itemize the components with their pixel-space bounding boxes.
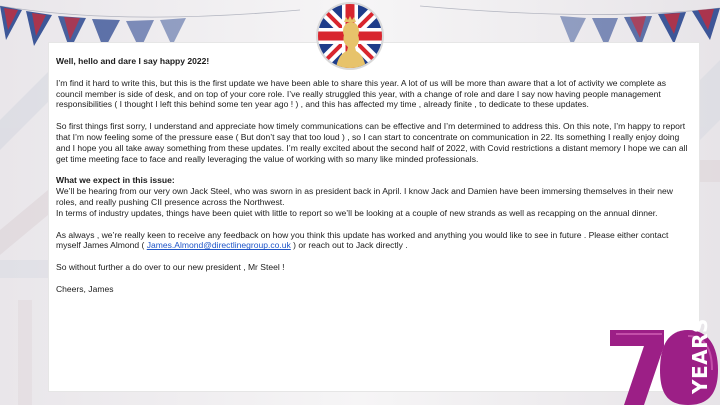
paragraph-handover: So without further a do over to our new president , Mr Steel ! [56, 262, 285, 273]
feedback-text-before: As always , we’re really keen to receive any feedback on how you think this update has worked and anything you would like to see in future . Please either contact myself James Almond ( [56, 229, 669, 251]
greeting: Well, hello and dare I say happy 2022! [56, 56, 210, 66]
paragraph-intro: I’m find it hard to write this, but this is the first update we have been able to share this year. A lot of us will be more than aware that a lot of activity we complete as council member is side of desk, and on top of your core role. I’ve really struggled this year, with a change of role and dare I say now having people management responsibilities ( I thought I left this behind some ten year ago ! ) , and this has affected my time , already finite , to dedicate to these updates. [56, 77, 666, 110]
paragraph-feedback [56, 230, 694, 252]
feedback-text-after: ) or reach out to Jack directly . [290, 240, 408, 251]
issue-industry: In terms of industry updates, things have been quiet with little to report so we’ll be looking at a couple of new strands as well as recapping on the annual dinner. [56, 207, 658, 218]
email-link[interactable]: James.Almond@directlinegroup.co.uk [146, 240, 291, 251]
issue-heading: What we expect in this issue: [56, 175, 175, 186]
years-label: YEARS [688, 318, 712, 394]
digit-seven-shape [610, 330, 664, 405]
paragraph-apology: So first things first sorry, I understand and appreciate how timely communications can be effective and I’m determined to address this. On this note, I’m happy to report that I’m now feeling some of the pressure ease ( But don’t say that too loud ) , so I can start to concentrate on communication in 22. Its something I really enjoy doing and I hope you all take away something from these updates. I’m really excited about the second half of 2022, with Covid restrictions a distant memory I hope we can all get time meeting face to face and really leveraging the value of working with so many like minded professionals. [56, 121, 688, 164]
issue-president: We’ll be hearing from our very own Jack Steel, who was sworn in as president back in April. I know Jack and Damien have been immersing themselves in their new roles, and really pushing CII presence across the Northwest. [56, 186, 673, 207]
letter-body [56, 56, 694, 305]
signoff: Cheers, James [56, 283, 114, 294]
